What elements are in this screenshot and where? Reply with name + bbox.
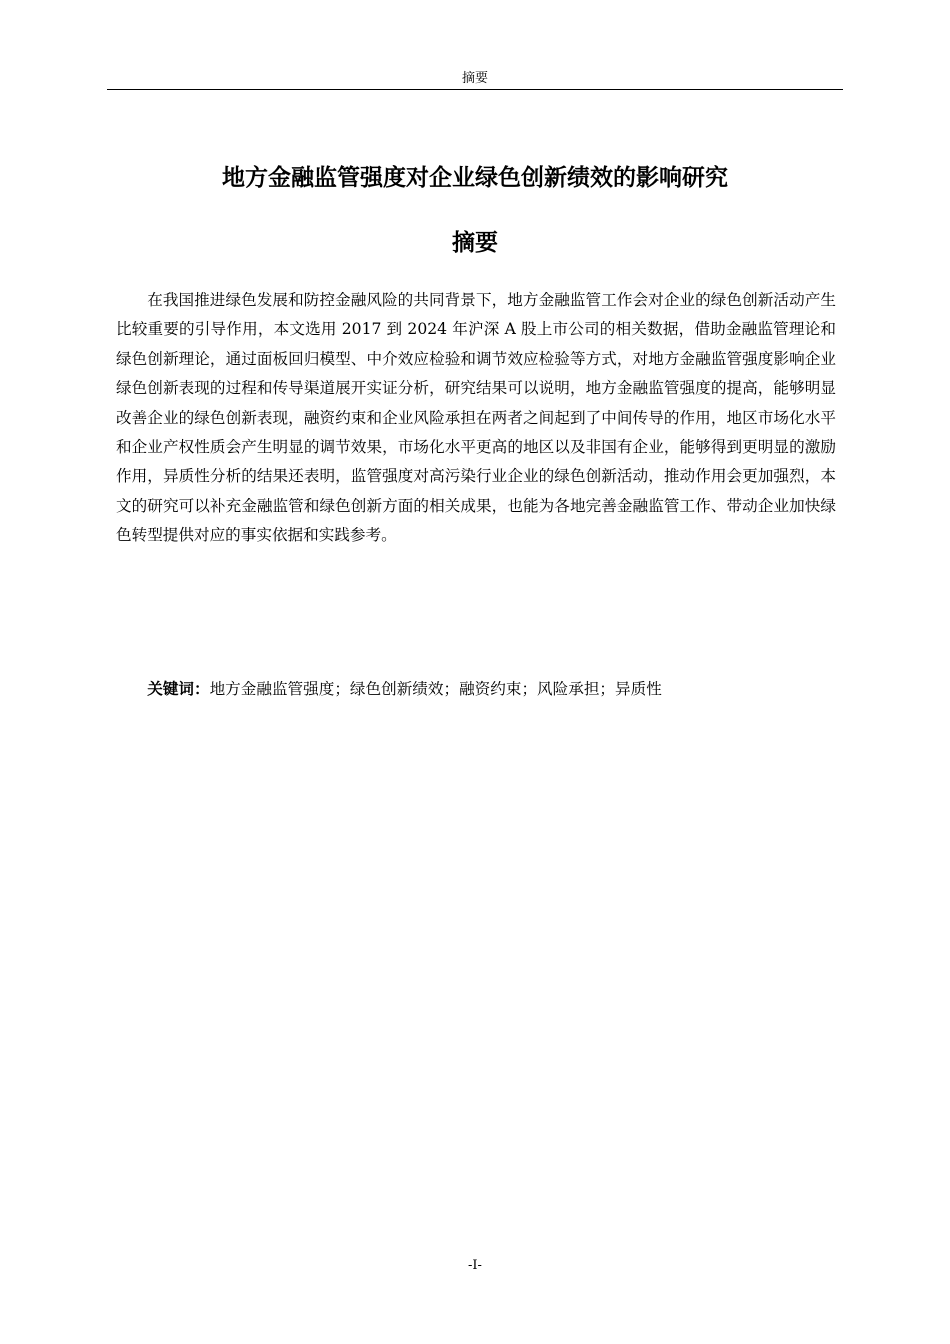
running-header: 摘要: [461, 71, 488, 86]
header-rule: [107, 89, 843, 90]
keywords-list: 地方金融监管强度；绿色创新绩效；融资约束；风险承担；异质性: [209, 680, 662, 698]
keywords-label: 关键词：: [147, 680, 210, 698]
page-number: -I-: [468, 1258, 482, 1273]
abstract-paragraph: 在我国推进绿色发展和防控金融风险的共同背景下，地方金融监管工作会对企业的绿色创新活动产生比较重要的引导作用，本文选用 2017 到 2024 年沪深 A 股上市公司的相关数据，借助金融监管理论和绿色创新理论，通过面板回归模型、中介效应检验和调节效应检验等方式，对地方金融监管强度影响企业绿色创新表现的过程和传导渠道展开实证分析，研究结果可以说明，地方金融监管强度的提高，能够明显改善企业的绿色创新表现，融资约束和企业风险承担在两者之间起到了中间传导的作用，地区市场化水平和企业产权性质会产生明显的调节效果，市场化水平更高的地区以及非国有企业，能够得到更明显的激励作用，异质性分析的结果还表明，监管强度对高污染行业企业的绿色创新活动，推动作用会更加强烈，本文的研究可以补充金融监管和绿色创新方面的相关成果，也能为各地完善金融监管工作、带动企业加快绿色转型提供对应的事实依据和实践参考。: [116, 291, 836, 545]
document-title: 地方金融监管强度对企业绿色创新绩效的影响研究: [222, 165, 728, 191]
keywords-line: [116, 675, 836, 704]
abstract-heading: 摘要: [452, 230, 498, 256]
